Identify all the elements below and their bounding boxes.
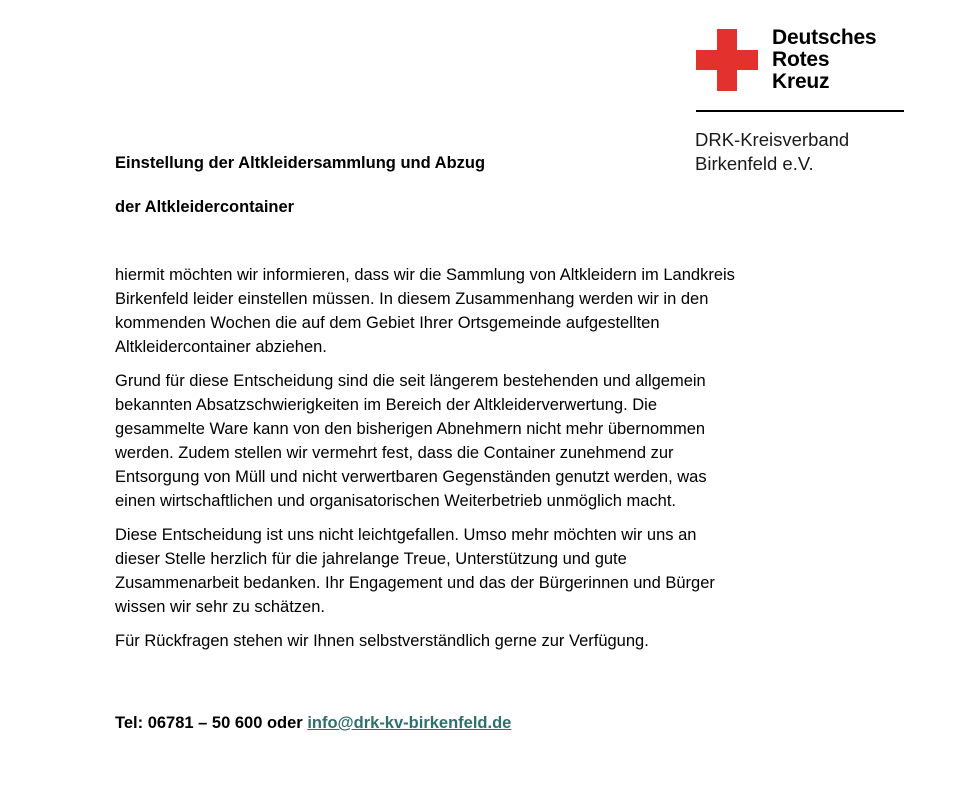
body-line: wissen wir sehr zu schätzen. <box>115 598 325 616</box>
logo-divider <box>696 110 904 112</box>
body-line: dieser Stelle herzlich für die jahrelange Treue, Unterstützung und gute <box>115 550 627 568</box>
subject-line-2: der Altkleidercontainer <box>115 198 295 216</box>
logo-word-3: Kreuz <box>772 70 830 93</box>
body-paragraph-1 <box>115 263 875 359</box>
body-paragraph-2 <box>115 369 875 513</box>
contact-phone-text: Tel: 06781 – 50 600 oder <box>115 714 308 732</box>
body-line: bekannten Absatzschwierigkeiten im Bereich der Altkleiderverwertung. Die <box>115 396 658 414</box>
body-line: kommenden Wochen die auf dem Gebiet Ihrer Ortsgemeinde aufgestellten <box>115 314 660 332</box>
organization-line-1: DRK-Kreisverband <box>695 129 850 150</box>
body-line: Diese Entscheidung ist uns nicht leichtgefallen. Umso mehr möchten wir uns an <box>115 526 697 544</box>
organization-line-2: Birkenfeld e.V. <box>695 153 814 174</box>
letter-body <box>115 263 875 663</box>
logo-word-1: Deutsches <box>772 26 877 49</box>
logo-wordmark <box>772 27 876 93</box>
body-line: werden. Zudem stellen wir vermehrt fest, dass die Container zunehmend zur <box>115 444 674 462</box>
body-line: einen wirtschaftlichen und organisatorischen Weiterbetrieb unmöglich macht. <box>115 492 676 510</box>
organization-name <box>695 128 849 176</box>
body-line: Für Rückfragen stehen wir Ihnen selbstverständlich gerne zur Verfügung. <box>115 632 649 650</box>
letter-subject <box>115 153 485 217</box>
red-cross-icon <box>696 29 758 91</box>
body-line: Altkleidercontainer abziehen. <box>115 338 327 356</box>
body-paragraph-4 <box>115 629 875 653</box>
body-line: gesammelte Ware kann von den bisherigen Abnehmern nicht mehr übernommen <box>115 420 706 438</box>
subject-line-1: Einstellung der Altkleidersammlung und Abzug <box>115 154 486 172</box>
body-paragraph-3 <box>115 523 875 619</box>
contact-line <box>115 712 511 734</box>
body-line: hiermit möchten wir informieren, dass wir die Sammlung von Altkleidern im Landkreis <box>115 266 735 284</box>
body-line: Zusammenarbeit bedanken. Ihr Engagement und das der Bürgerinnen und Bürger <box>115 574 715 592</box>
body-line: Birkenfeld leider einstellen müssen. In diesem Zusammenhang werden wir in den <box>115 290 709 308</box>
email-link[interactable]: info@drk-kv-birkenfeld.de <box>307 714 512 732</box>
body-line: Entsorgung von Müll und nicht verwertbaren Gegenständen genutzt werden, was <box>115 468 707 486</box>
body-line: Grund für diese Entscheidung sind die seit längerem bestehenden und allgemein <box>115 372 706 390</box>
logo-word-2: Rotes <box>772 48 830 71</box>
red-cross-horizontal-bar <box>696 50 758 70</box>
